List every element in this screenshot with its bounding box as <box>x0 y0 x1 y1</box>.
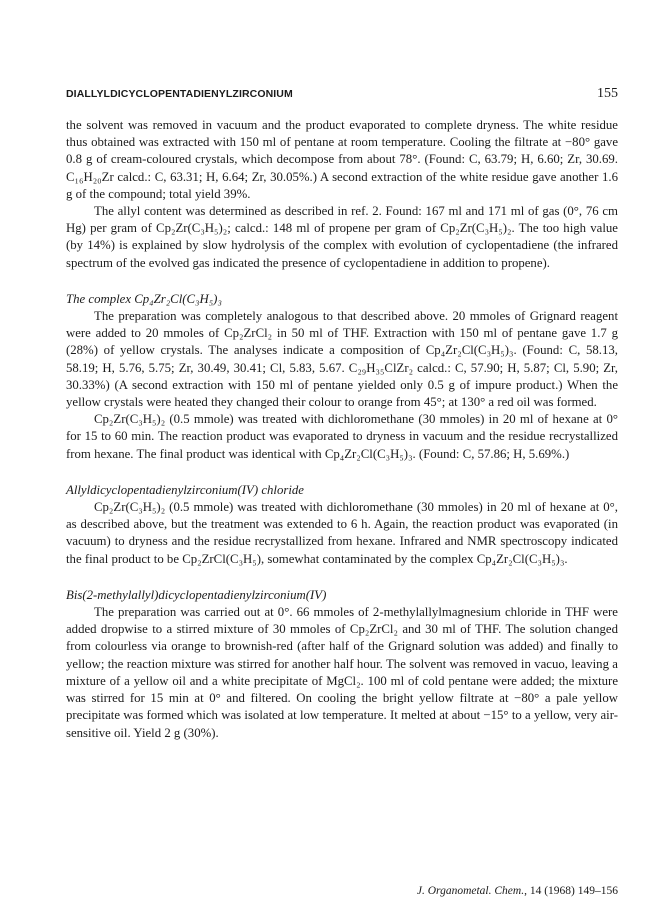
journal-name: J. Organometal. Chem. <box>416 885 525 897</box>
journal-footer <box>417 885 618 897</box>
running-title: DIALLYLDICYCLOPENTADIENYLZIRCONIUM <box>66 88 293 100</box>
article-body <box>66 117 618 742</box>
paragraph-solvent-removal: the solvent was removed in vacuum and the product evaporated to complete dryness. The white residue thus obtained was extracted with 150 ml of pentane at room temperature. Cooling the filtrate at −80° gave 0.8 g of cream-coloured crystals, which decompose from about 78°. (Found: C, 63.79; H, 6.60; Zr, 30.69. C₁₆H₂₀Zr calcd.: C, 63.31; H, 6.64; Zr, 30.05%.) A second extraction of the white residue gave another 1.6 g of the compound; total yield 39%. <box>66 118 618 201</box>
running-head <box>66 86 618 102</box>
page-number: 155 <box>597 86 618 101</box>
paragraph-methylallyl-preparation: The preparation was carried out at 0°. 66 mmoles of 2-methylallylmagnesium chloride in THF were added dropwise to a stirred mixture of 30 mmoles of Cp₂ZrCl₂ and 30 ml of THF. The solution changed from colourless via orange to brownish-red (after half of the Grignard solution was added) and finally to yellow; the reaction mixture was stirred for another half hour. The solvent was removed in vacuo, leaving a mixture of a yellow oil and a white precipitate of MgCl₂. 100 ml of cold pentane were added; the mixture was stirred for 15 min at 0° and filtered. On cooling the bright yellow filtrate at −80° a pale yellow precipitate was formed which was isolated at low temperature. It melted at about −15° to a yellow, very air-sensitive oil. Yield 2 g (30%). <box>66 605 618 740</box>
paragraph-allyl-content: The allyl content was determined as described in ref. 2. Found: 167 ml and 171 ml of gas (0°, 76 cm Hg) per gram of Cp₂Zr(C₃H₅)₂; calcd.: 148 ml of propene per gram of Cp₂Zr(C₃H₅)₂. The too high value (by 14%) is explained by slow hydrolysis of the complex with evolution of cyclopentadiene (the infrared spectrum of the evolved gas indicated the presence of cyclopentadiene in addition to propene). <box>66 204 618 270</box>
paragraph-dichloromethane-treatment: Cp₂Zr(C₃H₅)₂ (0.5 mmole) was treated with dichloromethane (30 mmoles) in 20 ml of hexane at 0° for 15 to 60 min. The reaction product was evaporated to dryness in vacuum and the residue recrystallized from hexane. The final product was identical with Cp₄Zr₂Cl(C₃H₅)₃. (Found: C, 57.86; H, 5.69%.) <box>66 412 618 461</box>
section-heading-allyl-chloride: Allyldicyclopentadienylzirconium(IV) chloride <box>66 482 304 497</box>
paragraph-allyl-chloride-preparation: Cp₂Zr(C₃H₅)₂ (0.5 mmole) was treated with dichloromethane (30 mmoles) in 20 ml of hexane at 0°, as described above, but the treatment was extended to 6 h. Again, the reaction product was evaporated (in vacuum) to dryness and the residue recrystallized from hexane. Infrared and NMR spectroscopy indicated the final product to be Cp₂ZrCl(C₃H₅), somewhat contaminated by the complex Cp₄Zr₂Cl(C₃H₅)₃. <box>66 500 618 566</box>
section-heading-complex: The complex Cp₄Zr₂Cl(C₃H₅)₃ <box>66 291 222 306</box>
section-heading-methylallyl: Bis(2-methylallyl)dicyclopentadienylzirconium(IV) <box>66 587 327 602</box>
paragraph-complex-preparation: The preparation was completely analogous to that described above. 20 mmoles of Grignard reagent were added to 20 mmoles of Cp₂ZrCl₂ in 50 ml of THF. Extraction with 150 ml of pentane gave 1.7 g (28%) of yellow crystals. The analyses indicate a composition of Cp₄Zr₂Cl(C₃H₅)₃. (Found: C, 58.13, 58.19; H, 5.76, 5.75; Zr, 30.49, 30.41; Cl, 5.83, 5.67. C₂₉H₃₅ClZr₂ calcd.: C, 57.90; H, 5.87; Cl, 5.90; Zr, 30.33%) (A second extraction with 150 ml of pentane yielded only 0.5 g of impure product.) When the yellow crystals were heated they changed their colour to orange from 45°; at 130° a red oil was formed. <box>66 309 618 410</box>
journal-citation: , 14 (1968) 149–156 <box>524 885 618 897</box>
